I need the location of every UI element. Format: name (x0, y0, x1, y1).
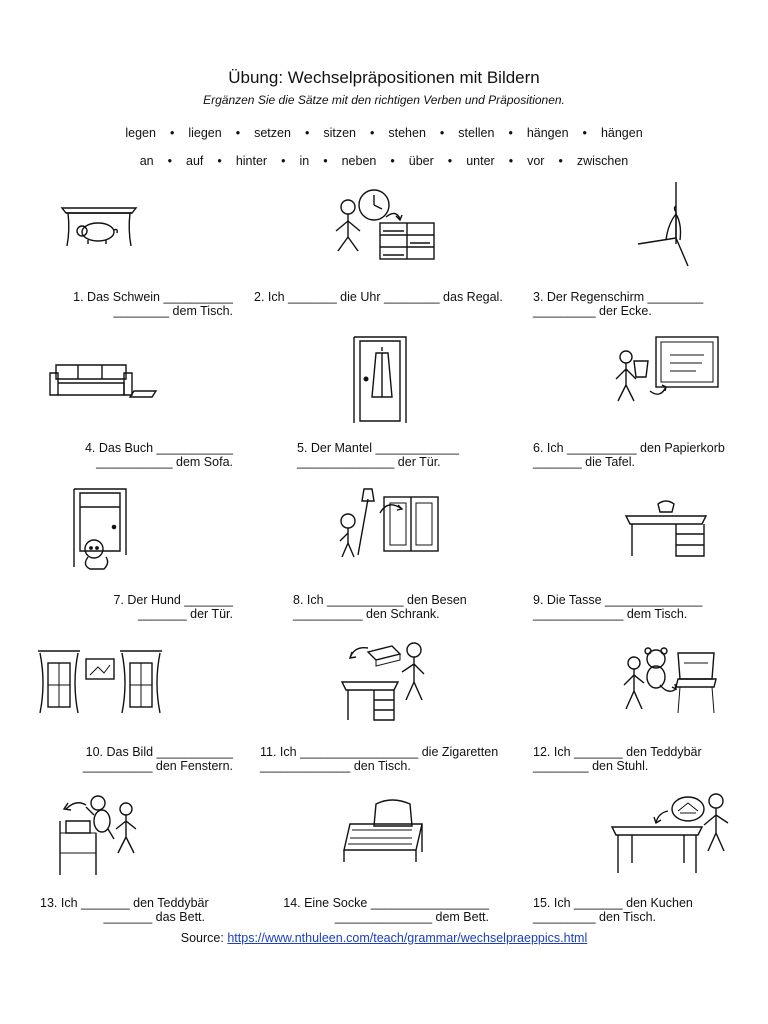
cup-on-desk-picture (624, 498, 708, 567)
exercise-line: _________ den Tisch. (533, 910, 657, 924)
word-bank-preposition: zwischen (576, 154, 629, 168)
exercise-line: 10. Das Bild ___________ (85, 745, 233, 759)
exercise-line: ______________ der Tür. (297, 455, 441, 469)
coat-on-door-picture (350, 335, 410, 430)
word-bank-preposition: neben (341, 154, 377, 168)
exercise-sentence (297, 441, 497, 469)
exercise-line: 14. Eine Socke _________________ (283, 896, 489, 910)
exercise-line: 11. Ich _________________ die Zigaretten (260, 745, 499, 759)
source-label: Source: (180, 931, 224, 945)
pig-under-table-picture (58, 200, 140, 257)
word-bank-verb: liegen (188, 126, 222, 140)
exercise-line: 13. Ich _______ den Teddybär (40, 896, 209, 910)
word-bank-verb: stellen (458, 126, 495, 140)
exercise-line: 6. Ich __________ den Papierkorb (533, 441, 725, 455)
preposition-word-bank: an • auf • hinter • in • neben • über • unter • vor • zwischen (139, 154, 629, 168)
exercise-line: __________ den Schrank. (293, 607, 440, 621)
source-footer (0, 931, 768, 945)
exercise-line: 7. Der Hund _______ (113, 593, 233, 607)
bed-picture (342, 800, 432, 873)
exercise-line: ___________ dem Sofa. (96, 455, 233, 469)
exercise-sentence (254, 290, 524, 304)
exercise-line: 9. Die Tasse ______________ (533, 593, 703, 607)
person-cigarettes-desk-picture (336, 642, 436, 727)
page-subtitle: Ergänzen Sie die Sätze mit den richtigen Verben und Präpositionen. (203, 93, 565, 107)
word-bank-preposition: auf (186, 154, 204, 168)
source-link[interactable]: https://www.nthuleen.com/teach/grammar/wechselpraeppics.html (227, 931, 588, 945)
person-teddy-bed-picture (56, 793, 142, 882)
exercise-line: 4. Das Buch ___________ (84, 441, 233, 455)
word-bank-preposition: hinter (235, 154, 268, 168)
exercise-line: _______ das Bett. (103, 910, 205, 924)
person-teddy-chair-picture (620, 645, 720, 722)
exercise-line: ________ dem Tisch. (113, 304, 233, 318)
page-title: Übung: Wechselpräpositionen mit Bildern (228, 68, 540, 87)
word-bank-preposition: unter (466, 154, 495, 168)
exercise-sentence (40, 593, 233, 621)
word-bank-preposition: in (299, 154, 310, 168)
exercise-sentence (533, 745, 748, 773)
person-broom-closet-picture (332, 487, 442, 564)
exercise-line: _________ der Ecke. (533, 304, 652, 318)
exercise-line: 8. Ich ___________ den Besen (293, 593, 467, 607)
exercise-line: _____________ dem Tisch. (533, 607, 688, 621)
person-wastebasket-board-picture (612, 335, 722, 416)
word-bank-verb: sitzen (323, 126, 356, 140)
word-bank-preposition: an (139, 154, 154, 168)
exercise-sentence (533, 441, 758, 469)
exercise-sentence (270, 896, 489, 924)
person-cake-table-picture (610, 793, 736, 882)
word-bank-preposition: vor (527, 154, 545, 168)
umbrella-corner-picture (630, 182, 690, 273)
exercise-sentence (40, 441, 233, 469)
exercise-line: ______________ dem Bett. (334, 910, 489, 924)
person-clock-shelf-picture (330, 185, 440, 270)
exercise-sentence (533, 290, 753, 318)
exercise-sentence (40, 896, 209, 924)
exercise-line: 5. Der Mantel ____________ (297, 441, 459, 455)
exercise-sentence (293, 593, 503, 621)
exercise-line: 2. Ich _______ die Uhr ________ das Regal. (254, 290, 503, 304)
exercise-line: 1. Das Schwein __________ (73, 290, 233, 304)
exercise-line: __________ den Fenstern. (82, 759, 233, 773)
word-bank-verb: setzen (254, 126, 291, 140)
picture-between-windows-picture (36, 643, 164, 724)
exercise-sentence (40, 290, 233, 318)
word-bank-verb: legen (125, 126, 156, 140)
word-bank-verb: hängen (526, 126, 569, 140)
exercise-line: 15. Ich _______ den Kuchen (533, 896, 693, 910)
exercise-sentence (533, 896, 733, 924)
verb-word-bank: legen • liegen • setzen • sitzen • stehen • stellen • hängen • hängen (125, 126, 643, 140)
exercise-line: 12. Ich _______ den Teddybär (533, 745, 702, 759)
exercise-sentence (533, 593, 733, 621)
word-bank-verb: stehen (388, 126, 426, 140)
word-bank-verb: hängen (600, 126, 643, 140)
exercise-sentence (40, 745, 233, 773)
exercise-line: _____________ den Tisch. (260, 759, 411, 773)
exercise-sentence (260, 745, 530, 773)
exercise-line: _______ die Tafel. (533, 455, 635, 469)
word-bank-preposition: über (408, 154, 434, 168)
exercise-line: ________ den Stuhl. (533, 759, 649, 773)
exercise-line: _______ der Tür. (138, 607, 233, 621)
dog-by-door-picture (70, 487, 130, 578)
sofa-book-picture (48, 355, 160, 406)
exercise-line: 3. Der Regenschirm ________ (533, 290, 704, 304)
